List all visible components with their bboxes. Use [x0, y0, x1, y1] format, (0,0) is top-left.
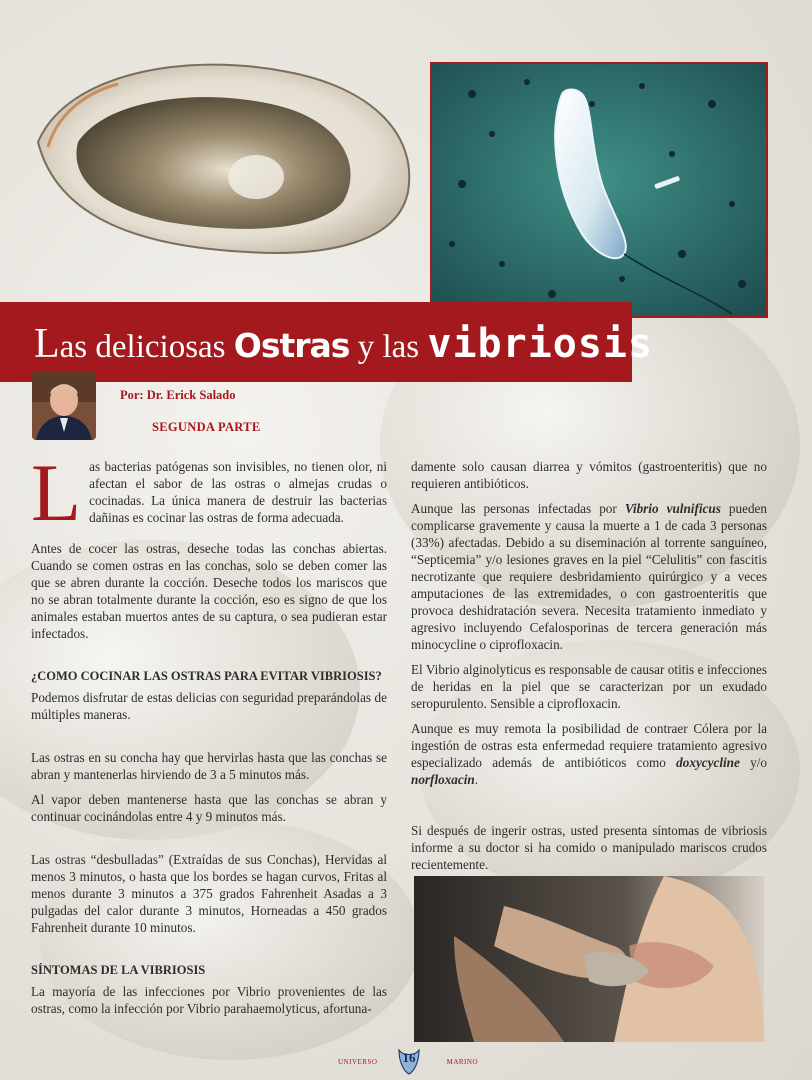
page-title: Las deliciosas Ostras y las vibriosis [34, 321, 654, 367]
vibrio-micrograph-photo [430, 62, 768, 318]
paragraph: Aunque es muy remota la posibilidad de contraer Cólera por la ingestión de ostras esta enfermedad requiere tratamiento agresivo especializado además de antibióticos como doxycycline y/o norfloxacin. [411, 721, 767, 787]
footer-magazine-left: UNIVERSO [338, 1058, 378, 1066]
paragraph: Podemos disfrutar de estas delicias con seguridad preparándolas de múltiples maneras. [31, 690, 387, 722]
footer-magazine-right: MARINO [446, 1058, 478, 1066]
paragraph: La mayoría de las infecciones por Vibrio provenientes de las ostras, como la infección por Vibrio parahaemolyticus, afortuna- [31, 984, 387, 1016]
author-photo [32, 372, 96, 440]
drop-cap: L [31, 447, 82, 538]
author-byline: Por: Dr. Erick Salado [120, 388, 236, 402]
paragraph: Las ostras “desbulladas” (Extraídas de sus Conchas), Hervidas al menos 3 minutos, o hasta que los bordes se hagan curvos, Fritas al menos durante 3 minutos a 375 grados Fahrenheit Asadas a 3 pulgadas del calor durante 3 minutos, Horneadas a 450 grados Fahrenheit durante 10 minutos. [31, 852, 387, 935]
left-column [31, 447, 387, 1025]
paragraph: Al vapor deben mantenerse hasta que las conchas se abran y continuar cocinándolas entre 4 y 9 minutos más. [31, 792, 387, 824]
paragraph: Antes de cocer las ostras, deseche todas las conchas abiertas. Cuando se comen ostras en las conchas, solo se deben comer las que se abren durante la cocción. Deseche todos los mariscos que no se abran totalmente durante la cocción, eso es signo de que los animales estaban muertos antes de su captura, o sea pudieran estar infectados. [31, 541, 387, 641]
page-footer [338, 1046, 478, 1076]
paragraph: Aunque las personas infectadas por Vibrio vulnificus pueden complicarse gravemente y causa la muerte a 1 de cada 3 personas (33%) afectadas. Debido a su diseminación al torrente sanguíneo, “Septicemia” y/o lesiones graves en la piel “Celulitis” con fascitis necrotizante que requiere desbridamiento quirúrgico y a veces amputaciones de las extremidades, o con gastroenteritis que provoca deshidratación severa. Necesita tratamiento inmediato y agresivo incluyendo Cefalosporinas de tercera generación más minocycline o ciprofloxacin. [411, 501, 767, 652]
paragraph: El Vibrio alginolyticus es responsable de causar otitis e infecciones de heridas en la piel que se caracterizan por un exudado seropurulento. Sensible a ciprofloxacin. [411, 662, 767, 711]
section-heading: SÍNTOMAS DE LA VIBRIOSIS [31, 963, 206, 977]
section-heading: ¿COMO COCINAR LAS OSTRAS PARA EVITAR VIBRIOSIS? [31, 669, 382, 683]
intro-paragraph: Las bacterias patógenas son invisibles, no tienen olor, ni afectan el sabor de las ostras o almejas crudas o cocinadas. La única manera de destruir las bacterias dañinas es cocinar las ostras de forma adecuada. [31, 447, 387, 538]
page-number: 16 [402, 1050, 416, 1065]
right-column [411, 458, 767, 881]
oyster-photo [28, 52, 420, 262]
paragraph: Las ostras en su concha hay que hervirlas hasta que las conchas se abran y mantenerlas hirviendo de 3 a 5 minutos más. [31, 750, 387, 782]
article-part-label: SEGUNDA PARTE [152, 420, 261, 434]
paragraph: damente solo causan diarrea y vómitos (gastroenteritis) que no requieren antibióticos. [411, 459, 767, 491]
paragraph: Si después de ingerir ostras, usted presenta síntomas de vibriosis informe a su doctor si ha comido o manipulado mariscos crudos recientemente. [411, 823, 767, 872]
person-eating-oyster-photo [414, 876, 764, 1042]
